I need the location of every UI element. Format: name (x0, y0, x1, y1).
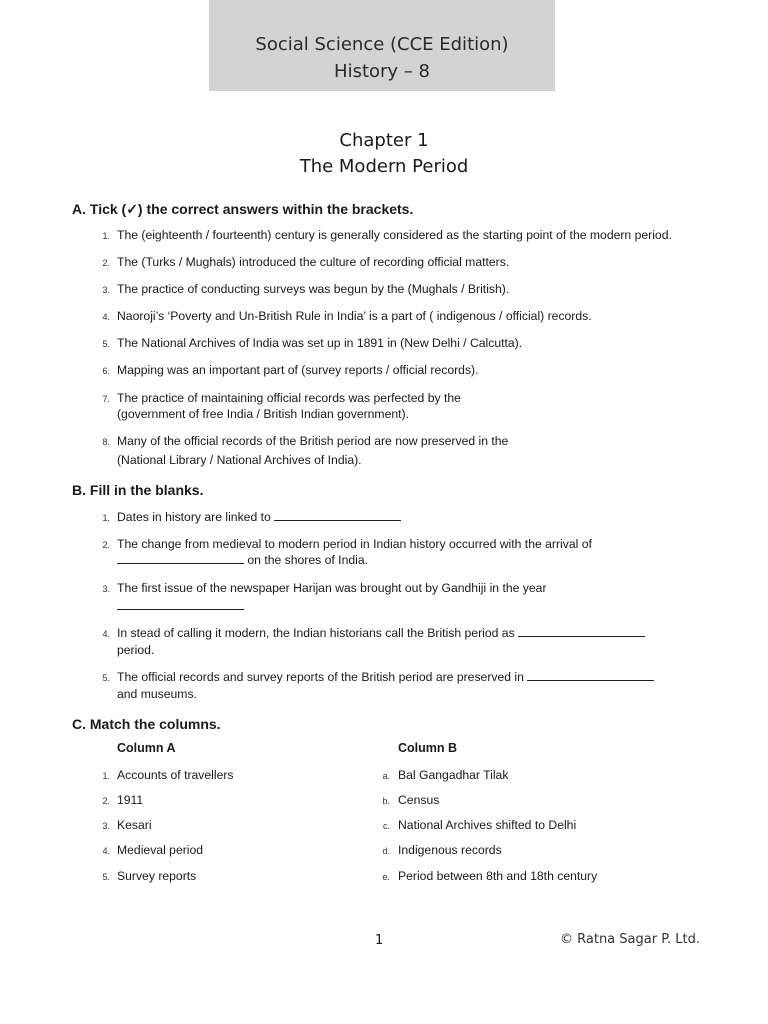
answer-blank (527, 670, 654, 681)
question-text-continued: on the shores of India. (247, 553, 368, 567)
question-number: 7. (102, 394, 110, 404)
question-text: Mapping was an important part of (survey reports / official records). (117, 363, 479, 377)
column-b-item: Period between 8th and 18th century (398, 869, 598, 883)
question-number: 3. (102, 285, 110, 295)
question-number: 6. (102, 366, 110, 376)
book-subtitle: History – 8 (334, 61, 430, 82)
column-b-item: Census (398, 793, 440, 807)
book-title: Social Science (CCE Edition) (255, 34, 509, 55)
column-b-letter: c. (382, 821, 390, 831)
column-a-item: Survey reports (117, 869, 197, 883)
column-a-item: Accounts of travellers (117, 768, 234, 782)
question-number: 2. (102, 258, 110, 268)
column-a-number: 3. (102, 821, 110, 831)
question-row (117, 625, 645, 642)
question-text: The first issue of the newspaper Harijan was brought out by Gandhiji in the year (117, 581, 547, 595)
question-text: The change from medieval to modern period in Indian history occurred with the arrival of (117, 537, 592, 551)
column-b-item: National Archives shifted to Delhi (398, 818, 577, 832)
section-a-heading: A. Tick (✓) the correct answers within the brackets. (72, 201, 414, 217)
column-b-item: Indigenous records (398, 843, 502, 857)
question-text: The official records and survey reports of the British period are preserved in (117, 670, 524, 684)
column-a-item: 1911 (117, 793, 144, 807)
question-number: 2. (102, 540, 110, 550)
question-number: 1. (102, 513, 110, 523)
question-number: 5. (102, 673, 110, 683)
question-row-continued (117, 598, 244, 615)
copyright-notice: © Ratna Sagar P. Ltd. (560, 932, 700, 947)
question-text-continued: and museums. (117, 687, 197, 701)
column-b-letter: e. (382, 872, 390, 882)
question-number: 3. (102, 584, 110, 594)
question-text: Many of the official records of the British period are now preserved in the (117, 434, 509, 448)
column-b-header: Column B (398, 741, 458, 755)
question-row (117, 509, 401, 526)
page-number: 1 (375, 933, 384, 948)
question-number: 4. (102, 312, 110, 322)
answer-blank (274, 510, 401, 521)
question-number: 5. (102, 339, 110, 349)
question-text-continued: period. (117, 643, 155, 657)
question-text: Dates in history are linked to (117, 510, 271, 524)
question-text: Naoroji’s ‘Poverty and Un-British Rule in India’ is a part of ( indigenous / official) records. (117, 309, 592, 323)
column-a-number: 5. (102, 872, 110, 882)
question-text: The (eighteenth / fourteenth) century is generally considered as the starting point of the modern period. (117, 228, 672, 242)
column-a-item: Medieval period (117, 843, 204, 857)
chapter-number: Chapter 1 (339, 130, 429, 151)
question-row (117, 669, 654, 686)
question-number: 8. (102, 437, 110, 447)
question-number: 4. (102, 629, 110, 639)
column-a-header: Column A (117, 741, 176, 755)
question-text: The practice of conducting surveys was begun by the (Mughals / British). (117, 282, 510, 296)
question-text-continued: (government of free India / British Indian government). (117, 407, 409, 421)
column-b-letter: a. (382, 771, 390, 781)
question-text: The practice of maintaining official records was perfected by the (117, 391, 461, 405)
column-b-letter: b. (382, 796, 390, 806)
answer-blank (117, 599, 244, 610)
question-row-continued (117, 552, 368, 569)
column-b-item: Bal Gangadhar Tilak (398, 768, 509, 782)
column-a-number: 1. (102, 771, 110, 781)
question-text: In stead of calling it modern, the Indian historians call the British period as (117, 626, 515, 640)
column-b-letter: d. (382, 846, 390, 856)
answer-blank (518, 626, 645, 637)
section-c-heading: C. Match the columns. (72, 716, 221, 732)
column-a-number: 4. (102, 846, 110, 856)
question-text: The National Archives of India was set up in 1891 in (New Delhi / Calcutta). (117, 336, 523, 350)
column-a-number: 2. (102, 796, 110, 806)
chapter-title: The Modern Period (299, 156, 469, 177)
question-text: The (Turks / Mughals) introduced the culture of recording official matters. (117, 255, 510, 269)
answer-blank (117, 553, 244, 564)
book-title-banner (209, 0, 555, 91)
section-b-heading: B. Fill in the blanks. (72, 482, 204, 498)
question-text-continued: (National Library / National Archives of India). (117, 453, 362, 467)
question-number: 1. (102, 231, 110, 241)
column-a-item: Kesari (117, 818, 152, 832)
